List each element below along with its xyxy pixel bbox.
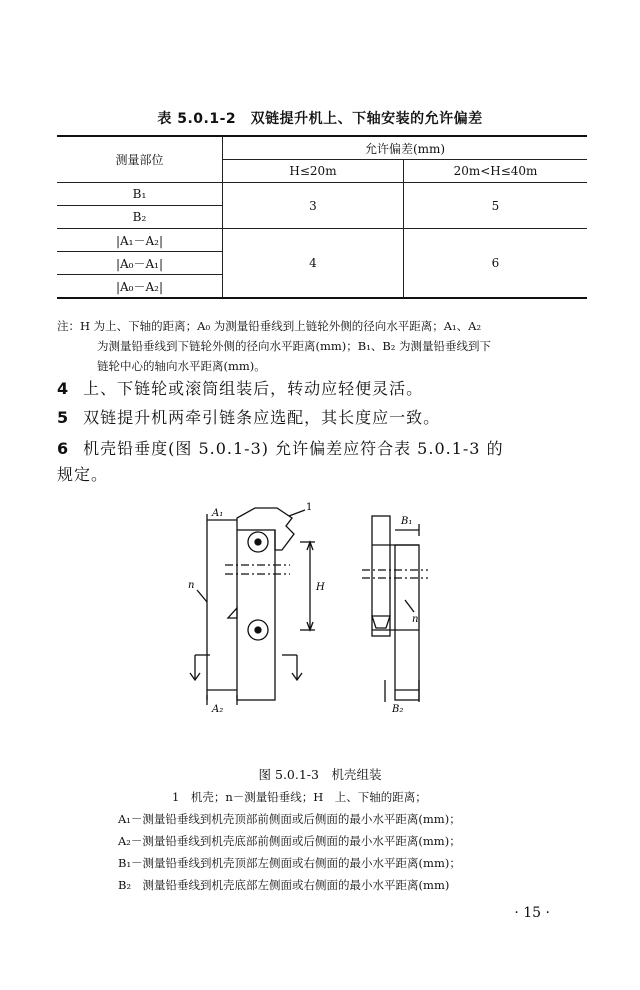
table-row-label: |A₀－A₁| (57, 252, 223, 275)
item-number: 5 (57, 408, 70, 427)
page-number: · 15 · (514, 905, 550, 921)
legend-line: A₁－测量铅垂线到机壳顶部前侧面或后侧面的最小水平距离(mm)； (118, 812, 461, 826)
label-b2: B₂ (392, 704, 404, 715)
note-line: 为测量铅垂线到下链轮外侧的径向水平距离(mm)；B₁、B₂ 为测量铅垂线到下 (97, 339, 492, 353)
legend-line: B₂ 测量铅垂线到机壳底部左侧面或右侧面的最小水平距离(mm) (118, 878, 450, 892)
legend-line: 1 机壳；n－测量铅垂线；H 上、下轴的距离； (172, 790, 427, 804)
table-title: 表 5.0.1-2 双链提升机上、下轴安装的允许偏差 (157, 111, 483, 127)
header-measure-item: 测量部位 (57, 136, 223, 183)
value-group1-col2: 5 (404, 183, 588, 229)
value-group2-col2: 6 (404, 229, 588, 299)
item-text: 上、下链轮或滚筒组装后，转动应轻便灵活。 (83, 379, 424, 398)
tolerance-table (57, 135, 587, 299)
value-group2-col1: 4 (223, 229, 404, 299)
item-number: 6 (57, 439, 70, 458)
paragraph-4 (57, 376, 587, 402)
figure-legend (100, 786, 600, 896)
label-b1: B₁ (401, 516, 413, 527)
item-text: 双链提升机两牵引链条应选配，其长度应一致。 (83, 408, 441, 427)
value-group1-col1: 3 (223, 183, 404, 229)
table-row-label: B₂ (57, 206, 223, 229)
figure-caption: 图 5.0.1-3 机壳组装 (258, 767, 382, 782)
item-text: 机壳铅垂度(图 5.0.1-3) 允许偏差应符合表 5.0.1-3 的 (83, 439, 504, 458)
label-a1: A₁ (212, 508, 224, 519)
casing-side-head (372, 516, 390, 636)
label-n-right: n (412, 614, 419, 625)
casing-assembly-figure (0, 490, 640, 760)
table-row-label: B₁ (57, 183, 223, 206)
label-h: H (316, 582, 325, 593)
paragraph-6 (57, 436, 587, 488)
legend-line: B₁－测量铅垂线到机壳顶部左侧面或右侧面的最小水平距离(mm)； (118, 856, 461, 870)
header-tolerance: 允许偏差(mm) (223, 136, 588, 160)
paragraph-5 (57, 405, 587, 431)
legend-line: A₂－测量铅垂线到机壳底部前侧面或后侧面的最小水平距离(mm)； (118, 834, 461, 848)
casing-head (237, 508, 294, 550)
table-note (57, 316, 587, 376)
table-row-label: |A₀－A₂| (57, 275, 223, 299)
label-n-left: n (188, 580, 195, 591)
note-line: 链轮中心的轴向水平距离(mm)。 (97, 359, 266, 373)
header-h-20-40: 20m<H≤40m (404, 160, 588, 183)
item-number: 4 (57, 379, 70, 398)
item-text-cont: 规定。 (57, 465, 109, 484)
label-one: 1 (306, 502, 313, 513)
note-line: 注：H 为上、下轴的距离；A₀ 为测量铅垂线到上链轮外侧的径向水平距离；A₁、A₂ (57, 319, 482, 333)
casing-front-body (237, 530, 275, 700)
header-h-le-20: H≤20m (223, 160, 404, 183)
label-a2: A₂ (212, 704, 224, 715)
table-row-label: |A₁－A₂| (57, 229, 223, 252)
